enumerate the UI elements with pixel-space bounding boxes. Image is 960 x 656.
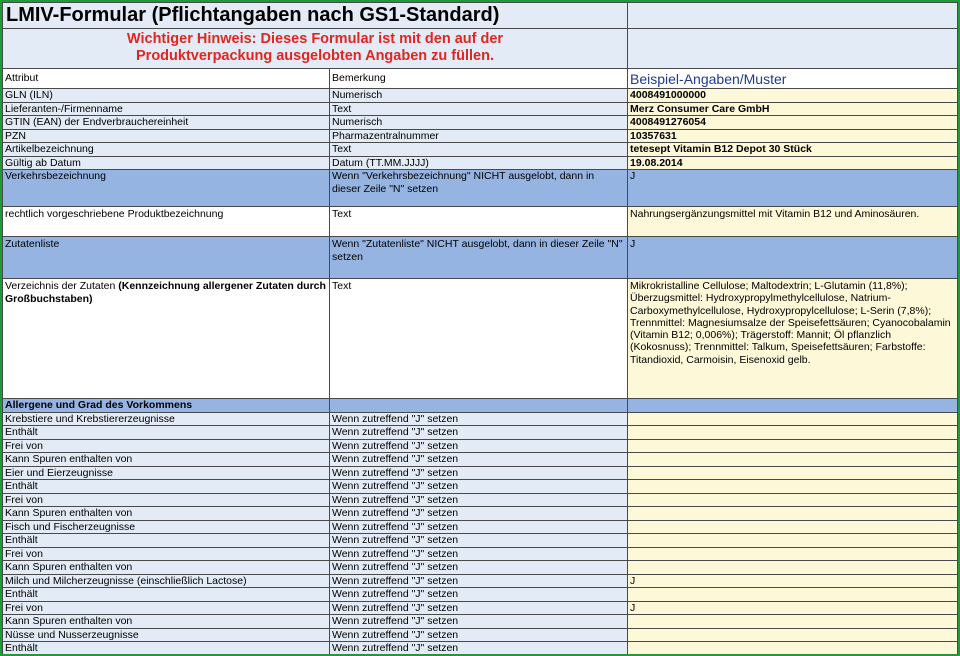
allergen-row bbox=[3, 561, 958, 575]
allergen-bem: Wenn zutreffend "J" setzen bbox=[330, 588, 628, 602]
allergen-bem: Wenn zutreffend "J" setzen bbox=[330, 493, 628, 507]
allergen-value[interactable] bbox=[628, 642, 958, 655]
allergen-attr: Krebstiere und Krebstiererzeugnisse bbox=[3, 412, 330, 426]
allergen-row bbox=[3, 615, 958, 629]
header-attribut: Attribut bbox=[3, 69, 330, 89]
allergen-value[interactable] bbox=[628, 439, 958, 453]
allergen-value[interactable] bbox=[628, 426, 958, 440]
allergen-attr: Fisch und Fischerzeugnisse bbox=[3, 520, 330, 534]
allergen-section-title: Allergene und Grad des Vorkommens bbox=[3, 399, 330, 413]
allergen-row bbox=[3, 439, 958, 453]
allergen-row bbox=[3, 628, 958, 642]
row-datum-attr: Gültig ab Datum bbox=[3, 156, 330, 170]
row-pzn-attr: PZN bbox=[3, 129, 330, 143]
row-artikel-value[interactable]: tetesept Vitamin B12 Depot 30 Stück bbox=[628, 143, 958, 157]
row-pzn-value[interactable]: 10357631 bbox=[628, 129, 958, 143]
allergen-attr: Kann Spuren enthalten von bbox=[3, 615, 330, 629]
allergen-attr: Enthält bbox=[3, 534, 330, 548]
allergen-attr: Enthält bbox=[3, 588, 330, 602]
allergen-value[interactable] bbox=[628, 628, 958, 642]
row-firma-bem: Text bbox=[330, 102, 628, 116]
allergen-value[interactable] bbox=[628, 453, 958, 467]
allergen-bem: Wenn zutreffend "J" setzen bbox=[330, 466, 628, 480]
allergen-row bbox=[3, 493, 958, 507]
allergen-row bbox=[3, 601, 958, 615]
allergen-row bbox=[3, 547, 958, 561]
form-table bbox=[2, 2, 958, 654]
allergen-row bbox=[3, 507, 958, 521]
row-gln-bem: Numerisch bbox=[330, 89, 628, 103]
allergen-section-empty bbox=[330, 399, 628, 413]
allergen-value[interactable] bbox=[628, 480, 958, 494]
row-gln-attr: GLN (ILN) bbox=[3, 89, 330, 103]
allergen-attr: Kann Spuren enthalten von bbox=[3, 507, 330, 521]
verkehr-bem: Wenn "Verkehrsbezeichnung" NICHT ausgelobt, dann in dieser Zeile "N" setzen bbox=[330, 170, 628, 207]
row-pzn-bem: Pharmazentralnummer bbox=[330, 129, 628, 143]
allergen-bem: Wenn zutreffend "J" setzen bbox=[330, 439, 628, 453]
allergen-attr: Kann Spuren enthalten von bbox=[3, 453, 330, 467]
allergen-row bbox=[3, 466, 958, 480]
allergen-bem: Wenn zutreffend "J" setzen bbox=[330, 574, 628, 588]
allergen-value[interactable] bbox=[628, 520, 958, 534]
allergen-bem: Wenn zutreffend "J" setzen bbox=[330, 615, 628, 629]
allergen-bem: Wenn zutreffend "J" setzen bbox=[330, 561, 628, 575]
allergen-row bbox=[3, 520, 958, 534]
allergen-bem: Wenn zutreffend "J" setzen bbox=[330, 453, 628, 467]
row-gln-value[interactable]: 4008491000000 bbox=[628, 89, 958, 103]
row-datum-bem: Datum (TT.MM.JJJJ) bbox=[330, 156, 628, 170]
lmiv-form-sheet bbox=[2, 2, 958, 654]
notice-line-2: Produktverpackung ausgelobten Angaben zu füllen. bbox=[136, 48, 494, 64]
allergen-value[interactable] bbox=[628, 561, 958, 575]
allergen-bem: Wenn zutreffend "J" setzen bbox=[330, 412, 628, 426]
row-gtin-value[interactable]: 4008491276054 bbox=[628, 116, 958, 130]
header-beispiel: Beispiel-Angaben/Muster bbox=[628, 69, 958, 89]
allergen-attr: Kann Spuren enthalten von bbox=[3, 561, 330, 575]
row-gtin-attr: GTIN (EAN) der Endverbrauchereinheit bbox=[3, 116, 330, 130]
row-firma-attr: Lieferanten-/Firmenname bbox=[3, 102, 330, 116]
allergen-value[interactable]: J bbox=[628, 601, 958, 615]
allergen-bem: Wenn zutreffend "J" setzen bbox=[330, 480, 628, 494]
allergen-value[interactable] bbox=[628, 588, 958, 602]
allergen-attr: Enthält bbox=[3, 642, 330, 655]
allergen-row bbox=[3, 574, 958, 588]
allergen-row bbox=[3, 453, 958, 467]
allergen-attr: Milch und Milcherzeugnisse (einschließlich Lactose) bbox=[3, 574, 330, 588]
allergen-attr: Frei von bbox=[3, 601, 330, 615]
allergen-value[interactable] bbox=[628, 466, 958, 480]
row-firma-value[interactable]: Merz Consumer Care GmbH bbox=[628, 102, 958, 116]
allergen-attr: Nüsse und Nusserzeugnisse bbox=[3, 628, 330, 642]
allergen-value[interactable] bbox=[628, 615, 958, 629]
allergen-bem: Wenn zutreffend "J" setzen bbox=[330, 547, 628, 561]
allergen-value[interactable] bbox=[628, 493, 958, 507]
allergen-section-value-empty bbox=[628, 399, 958, 413]
produkt-attr: rechtlich vorgeschriebene Produktbezeichnung bbox=[3, 207, 330, 237]
verzeichnis-attr bbox=[3, 279, 330, 399]
allergen-attr: Frei von bbox=[3, 439, 330, 453]
row-artikel-bem: Text bbox=[330, 143, 628, 157]
notice-empty-cell[interactable] bbox=[628, 29, 958, 69]
allergen-row bbox=[3, 534, 958, 548]
allergen-attr: Enthält bbox=[3, 480, 330, 494]
allergen-attr: Enthält bbox=[3, 426, 330, 440]
zutaten-attr: Zutatenliste bbox=[3, 237, 330, 279]
allergen-bem: Wenn zutreffend "J" setzen bbox=[330, 628, 628, 642]
allergen-value[interactable] bbox=[628, 547, 958, 561]
allergen-bem: Wenn zutreffend "J" setzen bbox=[330, 426, 628, 440]
header-bemerkung: Bemerkung bbox=[330, 69, 628, 89]
verzeichnis-attr-plain: Verzeichnis der Zutaten bbox=[5, 280, 119, 292]
allergen-row bbox=[3, 412, 958, 426]
allergen-row bbox=[3, 588, 958, 602]
zutaten-bem: Wenn "Zutatenliste" NICHT ausgelobt, dann in dieser Zeile "N" setzen bbox=[330, 237, 628, 279]
allergen-row bbox=[3, 642, 958, 655]
allergen-bem: Wenn zutreffend "J" setzen bbox=[330, 520, 628, 534]
verkehr-value[interactable]: J bbox=[628, 170, 958, 207]
row-datum-value[interactable]: 19.08.2014 bbox=[628, 156, 958, 170]
verzeichnis-value[interactable]: Mikrokristalline Cellulose; Maltodextrin; L-Glutamin (11,8%); Überzugsmittel: Hydroxypropylmethylcellulose, Natrium-Carboxymethylcellulose, Hydroxypropylcellulose; L-Serin (7,8%); Trennmittel: Magnesiumsalze der Speisefettsäuren; Cyanocobalamin (Vitamin B12; 0,006%); Trägerstoff: Mannit; Öl pflanzlich (Kokosnuss); Trennmittel: Talkum, Speisefettsäuren; Farbstoffe: Titandioxid, Carmoisin, Eisenoxid gelb. bbox=[628, 279, 958, 399]
allergen-value[interactable]: J bbox=[628, 574, 958, 588]
row-gtin-bem: Numerisch bbox=[330, 116, 628, 130]
allergen-value[interactable] bbox=[628, 507, 958, 521]
notice-line-1: Wichtiger Hinweis: Dieses Formular ist mit den auf der bbox=[126, 31, 504, 47]
allergen-row bbox=[3, 426, 958, 440]
allergen-bem: Wenn zutreffend "J" setzen bbox=[330, 642, 628, 655]
allergen-bem: Wenn zutreffend "J" setzen bbox=[330, 534, 628, 548]
allergen-attr: Eier und Eierzeugnisse bbox=[3, 466, 330, 480]
important-notice bbox=[3, 29, 628, 69]
allergen-attr: Frei von bbox=[3, 547, 330, 561]
produkt-value[interactable]: Nahrungsergänzungsmittel mit Vitamin B12 und Aminosäuren. bbox=[628, 207, 958, 237]
allergen-value[interactable] bbox=[628, 534, 958, 548]
zutaten-value[interactable]: J bbox=[628, 237, 958, 279]
verkehr-attr: Verkehrsbezeichnung bbox=[3, 170, 330, 207]
allergen-value[interactable] bbox=[628, 412, 958, 426]
form-title: LMIV-Formular (Pflichtangaben nach GS1-Standard) bbox=[3, 3, 628, 29]
row-artikel-attr: Artikelbezeichnung bbox=[3, 143, 330, 157]
produkt-bem: Text bbox=[330, 207, 628, 237]
allergen-bem: Wenn zutreffend "J" setzen bbox=[330, 601, 628, 615]
allergen-row bbox=[3, 480, 958, 494]
allergen-bem: Wenn zutreffend "J" setzen bbox=[330, 507, 628, 521]
verzeichnis-attr-bold: (Kennzeichnung allergener Zutaten durch Großbuchstaben) bbox=[5, 280, 326, 305]
verzeichnis-bem: Text bbox=[330, 279, 628, 399]
title-empty-cell[interactable] bbox=[628, 3, 958, 29]
allergen-attr: Frei von bbox=[3, 493, 330, 507]
